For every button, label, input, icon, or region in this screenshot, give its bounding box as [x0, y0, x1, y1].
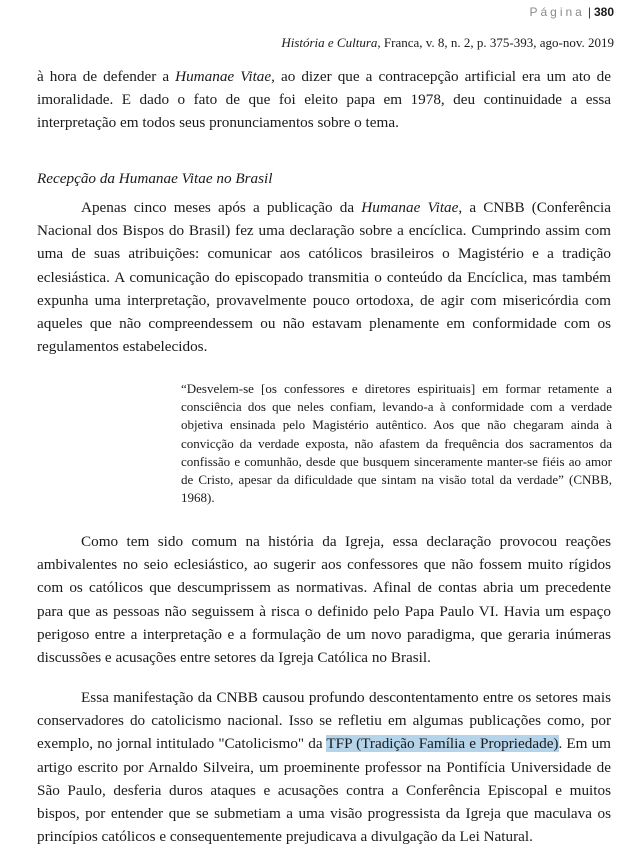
selected-text-highlight[interactable]: TFP (Tradição Família e Propriedade) — [326, 735, 559, 753]
section-heading: Recepção da Humanae Vitae no Brasil — [37, 170, 273, 187]
paragraph-2-italic-title: Humanae Vitae — [361, 199, 459, 216]
block-quote: “Desvelem-se [os confessores e diretores espirituais] em formar retamente a consciência dos que neles confiam, levando-a à conformidade com a verdade objetiva ensinada pelo Magistério autêntico. Aos que não chegaram ainda à convicção da verdade exposta, não afastem da frequência dos sacramentos da confissão e comunhão, desde que busquem sinceramente manter-se fiéis ao amor de Cristo, apesar da dificuldade que sintam na visão total da verdade” (CNBB, 1968). — [181, 381, 612, 506]
paragraph-1-text-end: , ao dizer que a contracepção artificial era um ato de imoralidade. E dado o fato de que foi eleito papa em 1978, deu continuidade a essa interpretação em todos seus pronunciamentos sobre o tema. — [37, 68, 611, 132]
paragraph-3: Como tem sido comum na história da Igreja, essa declaração provocou reações ambivalentes no seio eclesiástico, ao sugerir aos confessores que não fossem muito rígidos com os católicos que descumprissem as normativas. Afinal de contas abria um precedente para que as pessoas não seguissem à risca o definido pelo Papa Paulo VI. Havia um espaço perigoso entre a interpretação e a formulação de um novo paradigma, que geraria inúmeras discussões e acusações entre setores da Igreja Católica no Brasil. — [37, 533, 611, 667]
citation-details: , Franca, v. 8, n. 2, p. 375-393, ago-nov. 2019 — [377, 35, 614, 50]
paragraph-4-text-start: Essa manifestação da CNBB causou profundo descontentamento entre os setores mais conservadores do catolicismo nacional. Isso se refletiu em algumas publicações como, por exemplo, no jornal intitulado "Catolicismo" da — [37, 689, 611, 753]
paragraph-1 — [37, 65, 611, 135]
paragraph-1-italic-title: Humanae Vitae — [175, 68, 272, 85]
journal-citation — [281, 35, 614, 51]
paragraph-4 — [37, 686, 611, 848]
page-separator: | — [587, 5, 591, 19]
paragraph-2-text-start: Apenas cinco meses após a publicação da — [81, 199, 362, 216]
page-label: Página — [529, 5, 585, 19]
paragraph-2 — [37, 196, 611, 358]
paragraph-4-text-end: . Em um artigo escrito por Arnaldo Silveira, um proeminente professor na Pontifícia Universidade de São Paulo, desferia duros ataques e acusações contra a Conferência Episcopal e muitos bispos, por entender que se submetiam a uma visão progressista da Igreja que maculava os princípios católicos e consequentemente prejudicava a divulgação da Lei Natural. — [37, 735, 612, 846]
page-number: 380 — [593, 5, 614, 19]
journal-title: História e Cultura — [281, 35, 378, 50]
page-header — [529, 5, 614, 19]
paragraph-2-text-end: , a CNBB (Conferência Nacional dos Bispos do Brasil) fez uma declaração sobre a encíclica. Cumprindo assim com uma de suas atribuições: comunicar aos católicos brasileiros o Magistério e a tradição eclesiástica. A comunicação do episcopado transmitia o conteúdo da Encíclica, mas também expunha uma interpretação, provavelmente pouco ortodoxa, de agir com misericórdia com aqueles que não compreendessem ou não estavam plenamente em conformidade com os regulamentos estabelecidos. — [37, 199, 611, 356]
paragraph-1-text-start: à hora de defender a — [37, 68, 176, 85]
